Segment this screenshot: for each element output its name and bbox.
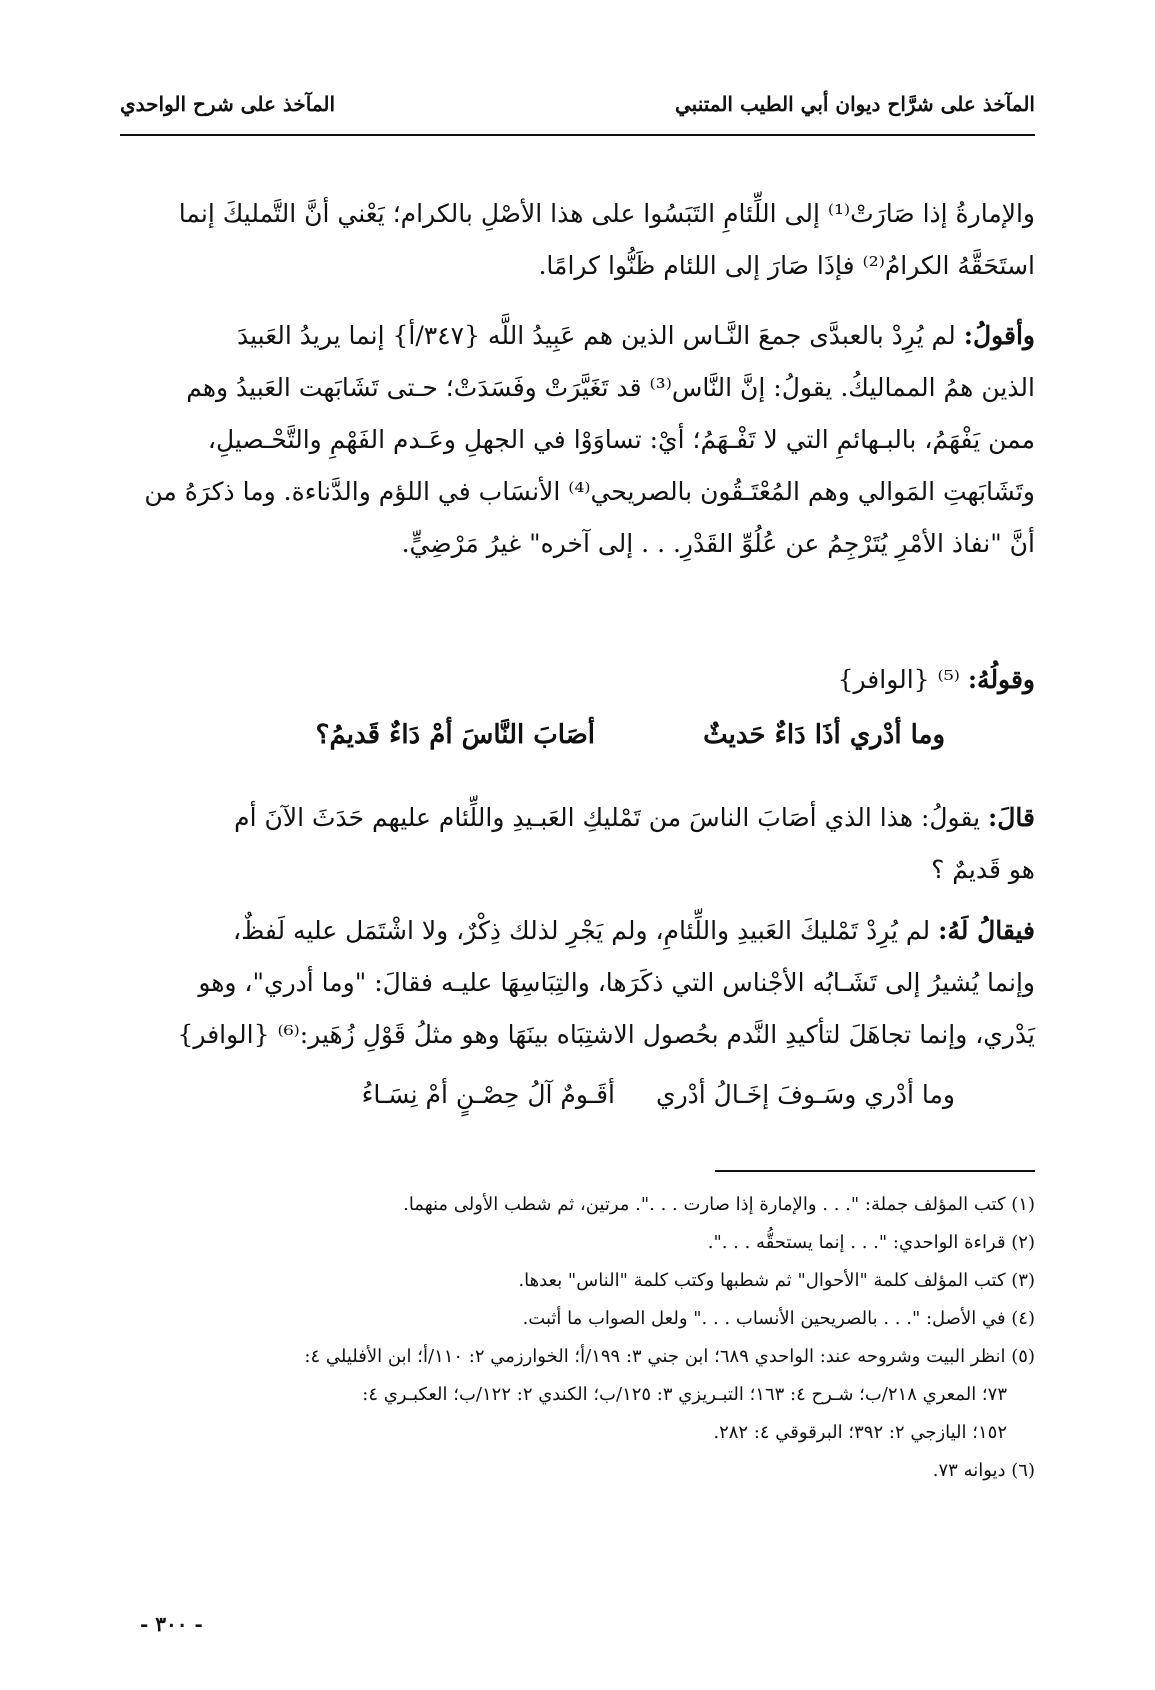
paragraph-line: والإمارةُ إذا صَارَتْ⁽¹⁾ إلى اللِّئامِ التَبَسُوا على هذا الأصْلِ بالكرام؛ يَعْني أنَّ التَّمليكَ إنما bbox=[178, 199, 1035, 228]
paragraph-line: وأقولُ: لم يُرِدْ بالعبدَّى جمعَ النَّـاس الذين هم عَبِيدُ اللَّه {٣٤٧/أ} إنما يريدُ العَبيدَ bbox=[237, 321, 1035, 350]
paragraph-line: الذين همُ المماليكُ. يقولُ: إنَّ النَّاس⁽³⁾ قد تَغَيَّرَتْ وفَسَدَتْ؛ حـتى تَشَابَهت العَبيدُ وهم bbox=[186, 373, 1035, 402]
paragraph-line: وإنما يُشيرُ إلى تَشَـابُه الأجْناس التي ذكَرَها، والتِبَاسِهَا عليـه فقالَ: "وما أدري"، وهو bbox=[198, 968, 1035, 997]
verse-1-second-hemistich: أصَابَ النَّاسَ أمْ دَاءٌ قَديمُ؟ bbox=[315, 720, 595, 750]
paragraph-1 bbox=[140, 188, 1035, 292]
footnote-divider bbox=[715, 1170, 1035, 1172]
header-book-title: المآخذ على شرَّاح ديوان أبي الطيب المتنبي bbox=[675, 92, 1035, 116]
verse-1-first-hemistich: وما أدْري أذَا دَاءٌ حَديثٌ bbox=[703, 720, 945, 750]
header-section-title: المآخذ على شرح الواحدي bbox=[120, 92, 336, 116]
footnote-4: (٤) في الأصل: ". . . بالصريحين الأنساب . . ." ولعل الصواب ما أثبت. bbox=[522, 1308, 1035, 1329]
footnote-2: (٢) قراءة الواحدي: ". . . إنما يستحقُّه . . .". bbox=[707, 1232, 1035, 1253]
verse-heading-meter: ⁽⁵⁾ {الوافر} bbox=[837, 665, 960, 694]
paragraph-line: هو قَديمٌ ؟ bbox=[931, 855, 1035, 884]
paragraph-3 bbox=[140, 792, 1035, 896]
running-header bbox=[120, 92, 1035, 132]
paragraph-line: ممن يَفْهَمُ، بالبـهائمِ التي لا تَفْـهَمُ؛ أيْ: تساوَوْا في الجهلِ وعَـدم الفَهْمِ والتَّحْـصيلِ، bbox=[207, 425, 1035, 454]
verse-heading-lead: وقولُهُ: bbox=[967, 665, 1035, 694]
paragraph-line: فيقالُ لَهُ: لم يُرِدْ تَمْليكَ العَبيدِ واللِّئامِ، ولم يَجْرِ لذلك ذِكْرٌ، ولا اشْتَمَل عليه لَفظٌ، bbox=[233, 916, 1035, 945]
verse-2-first-hemistich: وما أدْري وسَـوفَ إخَـالُ أدْري bbox=[656, 1080, 955, 1109]
footnote-5-continued: ٧٣؛ المعري ٢١٨/ب؛ شـرح ٤: ١٦٣؛ التبـريزي ٣: ١٢٥/ب؛ الكندي ٢: ١٢٢/ب؛ العكبـري ٤: bbox=[362, 1384, 1007, 1405]
verse-heading bbox=[838, 665, 1035, 694]
paragraph-lead: قالَ: bbox=[988, 803, 1035, 832]
header-divider bbox=[120, 134, 1035, 136]
paragraph-line: يَدْري، وإنما تجاهَلَ لتأكيدِ النَّدم بحُصول الاشتِبَاه بينَهَا وهو مثلُ قَوْلِ زُهَير:⁽⁶⁾ {الوافر} bbox=[177, 1020, 1035, 1049]
paragraph-lead: وأقولُ: bbox=[963, 321, 1035, 350]
footnote-5-continued: ١٥٢؛ اليازجي ٢: ٣٩٢؛ البرقوقي ٤: ٢٨٢. bbox=[713, 1422, 1007, 1443]
footnote-1: (١) كتب المؤلف جملة: ". . . والإمارة إذا صارت . . .". مرتين، ثم شطب الأولى منهما. bbox=[403, 1194, 1035, 1215]
paragraph-lead: فيقالُ لَهُ: bbox=[938, 916, 1035, 945]
paragraph-line: قالَ: يقولُ: هذا الذي أصَابَ الناسَ من تَمْليكِ العَبـيدِ واللِّئام عليهم حَدَثَ الآنَ أم bbox=[234, 803, 1035, 832]
paragraph-line: أنَّ "نفاذ الأمْرِ يُتَرْجِمُ عن عُلُوِّ القَدْرِ. . . إلى آخره" غيرُ مَرْضِيٍّ. bbox=[401, 529, 1035, 558]
page-number: - ٣٠٠ - bbox=[140, 1612, 203, 1636]
footnote-3: (٣) كتب المؤلف كلمة "الأحوال" ثم شطبها وكتب كلمة "الناس" بعدها. bbox=[518, 1270, 1035, 1291]
paragraph-line: وتَشَابَهتِ المَوالي وهم المُعْتَـقُون بالصريحي⁽⁴⁾ الأنسَاب في اللؤم والدَّناءة. وما ذكرَهُ من bbox=[144, 477, 1035, 506]
footnotes bbox=[140, 1186, 1035, 1490]
paragraph-line: استَحَقَّهُ الكرامُ⁽²⁾ فإذَا صَارَ إلى اللئام ظَنُّوا كرامًا. bbox=[538, 251, 1035, 280]
paragraph-4 bbox=[140, 905, 1035, 1061]
paragraph-2 bbox=[140, 310, 1035, 570]
footnote-5: (٥) انظر البيت وشروحه عند: الواحدي ٦٨٩؛ ابن جني ٣: ١٩٩/أ؛ الخوارزمي ٢: ١١٠/أ؛ ابن الأفليلي ٤: bbox=[304, 1346, 1035, 1367]
footnote-6: (٦) ديوانه ٧٣. bbox=[932, 1460, 1035, 1481]
verse-2-second-hemistich: أقَـومٌ آلُ حِصْـنٍ أمْ نِسَـاءُ bbox=[361, 1080, 615, 1109]
